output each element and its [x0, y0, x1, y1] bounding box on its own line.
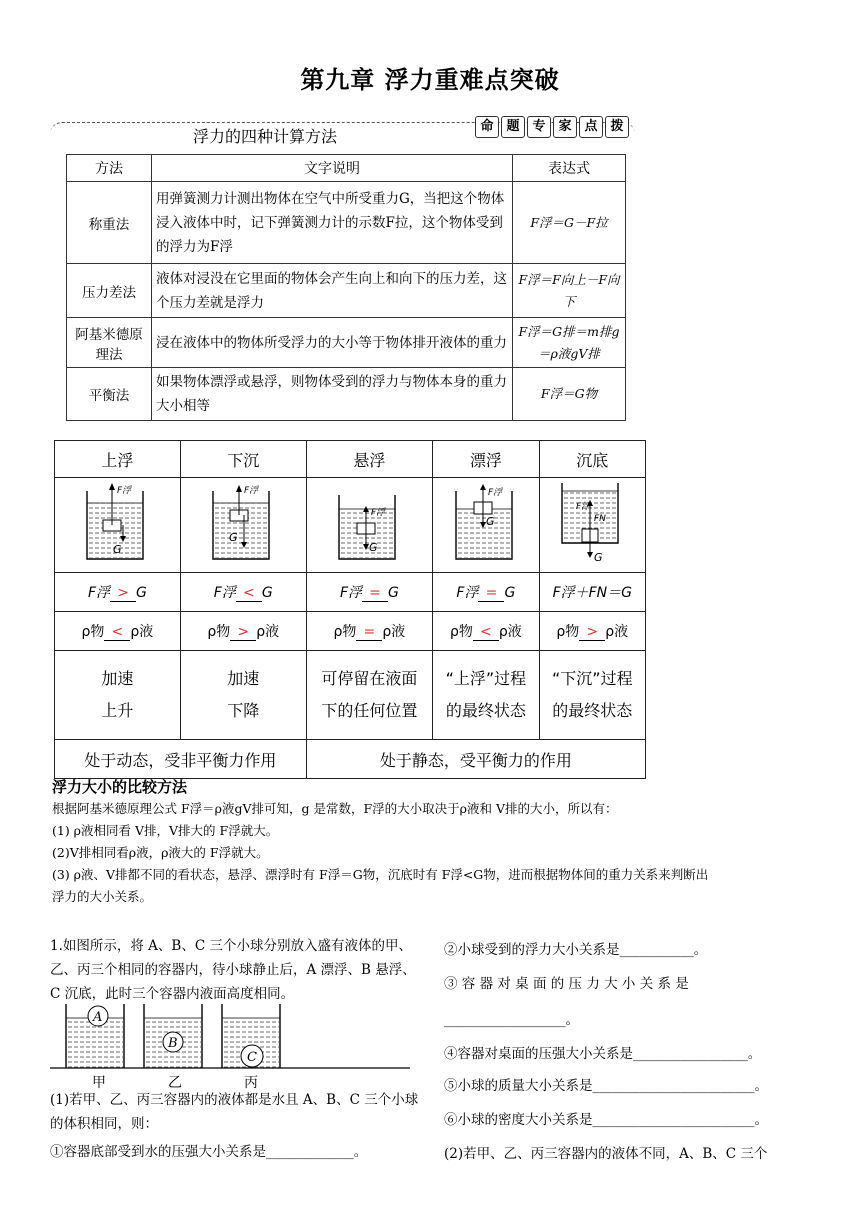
vessel-label: 丙 — [244, 1075, 258, 1091]
states-header-row — [55, 441, 646, 478]
label-g: G — [113, 543, 122, 556]
relation-symbol: < — [236, 585, 262, 602]
density-relation: ρ物 < ρ液 — [55, 612, 181, 651]
method-name: 压力差法 — [67, 264, 152, 318]
density-relation: ρ物 = ρ液 — [306, 612, 433, 651]
table-row — [67, 264, 626, 318]
bottom-sunk-figure — [539, 478, 645, 573]
suspended-figure — [306, 478, 433, 573]
label-g: G — [229, 531, 238, 544]
state-description-row — [55, 651, 646, 740]
label-f: F浮 — [371, 508, 386, 518]
float-states-table — [54, 440, 646, 779]
compare-heading: 浮力大小的比较方法 — [52, 778, 188, 796]
ball-label: A — [93, 1010, 103, 1025]
methods-table — [66, 154, 626, 421]
table-row — [67, 368, 626, 421]
force-relation-row — [55, 573, 646, 612]
dynamic-note: 处于动态，受非平衡力作用 — [55, 740, 307, 779]
density-relation: ρ物 > ρ液 — [539, 612, 645, 651]
method-formula: F浮＝G排＝m排g＝ρ液gV排 — [513, 318, 626, 368]
density-relation: ρ物 < ρ液 — [433, 612, 539, 651]
method-name: 阿基米德原理法 — [67, 318, 152, 368]
question-sub3: ③ 容 器 对 桌 面 的 压 力 大 小 关 系 是 — [444, 976, 689, 992]
compare-line: 浮力的大小关系。 — [52, 889, 153, 904]
label-f: F浮 — [244, 486, 259, 496]
table-row — [67, 318, 626, 368]
column-header: 文字说明 — [152, 155, 513, 182]
method-name: 平衡法 — [67, 368, 152, 421]
force-relation: F浮＋FN＝G — [539, 573, 645, 612]
states-figure-row — [55, 478, 646, 573]
label-f: F浮 — [117, 486, 132, 496]
question-part2: (2)若甲、乙、丙三容器内的液体不同，A、B、C 三个 — [444, 1146, 768, 1162]
state-header: 沉底 — [539, 441, 645, 478]
question-sub1: ①容器底部受到水的压强大小关系是_____________。 — [50, 1144, 368, 1160]
force-relation: F浮 > G — [55, 573, 181, 612]
force-relation: F浮 = G — [433, 573, 539, 612]
label-g: G — [369, 541, 378, 554]
relation-symbol: > — [579, 624, 605, 641]
density-relation: ρ物 > ρ液 — [180, 612, 306, 651]
question-sub4: ④容器对桌面的压强大小关系是_________________。 — [444, 1046, 762, 1062]
label-g: G — [594, 551, 603, 564]
state-header: 下沉 — [180, 441, 306, 478]
column-header: 表达式 — [513, 155, 626, 182]
methods-section-header — [50, 116, 635, 150]
table-row — [67, 182, 626, 264]
compare-line: 根据阿基米德原理公式 F浮＝ρ液gV排可知，g 是常数，F浮的大小取决于ρ液和 V排的大小，所以有： — [52, 801, 618, 816]
question-sub2: ②小球受到的浮力大小关系是___________。 — [444, 942, 708, 958]
tag-char: 拨 — [605, 116, 629, 138]
density-relation-row — [55, 612, 646, 651]
state-description: “下沉”过程 的最终状态 — [539, 651, 645, 740]
method-formula: F浮＝F向上－F向下 — [513, 264, 626, 318]
label-n: FN — [594, 514, 607, 524]
rising-figure — [55, 478, 181, 573]
state-header: 悬浮 — [306, 441, 433, 478]
ball-label: C — [247, 1050, 257, 1065]
vessel-label: 甲 — [92, 1075, 106, 1091]
method-description: 浸在液体中的物体所受浮力的大小等于物体排开液体的重力 — [152, 318, 513, 368]
relation-symbol: < — [473, 624, 499, 641]
state-description: 可停留在液面 下的任何位置 — [306, 651, 433, 740]
static-note: 处于静态，受平衡力的作用 — [306, 740, 645, 779]
table-header-row — [67, 155, 626, 182]
question-sub5: ⑤小球的质量大小关系是________________________。 — [444, 1078, 768, 1094]
relation-symbol: = — [478, 585, 504, 602]
compare-line: (3) ρ液、V排都不同的看状态，悬浮、漂浮时有 F浮＝G物，沉底时有 F浮<G物，进而根据物体间的重力关系来判断出 — [52, 867, 709, 882]
label-g: G — [485, 515, 495, 528]
column-header: 方法 — [67, 155, 152, 182]
force-relation: F浮 = G — [306, 573, 433, 612]
floating-figure — [433, 478, 539, 573]
tag-char: 命 — [475, 116, 499, 138]
state-header: 漂浮 — [433, 441, 539, 478]
method-formula: F浮＝G物 — [513, 368, 626, 421]
state-description: 加速 上升 — [55, 651, 181, 740]
method-description: 如果物体漂浮或悬浮，则物体受到的浮力与物体本身的重力大小相等 — [152, 368, 513, 421]
compare-line: (1) ρ液相同看 V排，V排大的 F浮就大。 — [52, 823, 279, 838]
tag-char: 点 — [579, 116, 603, 138]
relation-symbol: > — [110, 585, 136, 602]
question-sub3-blank: __________________。 — [444, 1012, 579, 1028]
compare-line: (2)V排相同看ρ液，ρ液大的 F浮就大。 — [52, 845, 269, 860]
methods-heading: 浮力的四种计算方法 — [192, 127, 337, 146]
page-title: 第九章 浮力重难点突破 — [300, 66, 560, 94]
state-description: “上浮”过程 的最终状态 — [433, 651, 539, 740]
ball-label: B — [168, 1036, 178, 1051]
state-header: 上浮 — [55, 441, 181, 478]
question-part1: (1)若甲、乙、丙三容器内的液体都是水且 A、B、C 三个小球的体积相同，则： — [50, 1092, 419, 1132]
state-footer-row — [55, 740, 646, 779]
force-relation: F浮 < G — [180, 573, 306, 612]
vessels-figure — [50, 1000, 410, 1072]
relation-symbol: = — [362, 585, 388, 602]
sinking-figure — [180, 478, 306, 573]
vessel-label: 乙 — [168, 1075, 182, 1091]
state-description: 加速 下降 — [180, 651, 306, 740]
relation-symbol: < — [104, 624, 130, 641]
relation-symbol: = — [356, 624, 382, 641]
method-description: 用弹簧测力计测出物体在空气中所受重力G，当把这个物体浸入液体中时，记下弹簧测力计的示数F拉，这个物体受到的浮力为F浮 — [152, 182, 513, 264]
method-description: 液体对浸没在它里面的物体会产生向上和向下的压力差，这个压力差就是浮力 — [152, 264, 513, 318]
expert-tips-tag — [475, 116, 629, 138]
method-name: 称重法 — [67, 182, 152, 264]
tag-char: 专 — [527, 116, 551, 138]
tag-char: 题 — [501, 116, 525, 138]
question-intro: 1.如图所示，将 A、B、C 三个小球分别放入盛有液体的甲、乙、丙三个相同的容器内，待小球静止后，A 漂浮、B 悬浮、C 沉底，此时三个容器内液面高度相同。 — [50, 938, 416, 1002]
question-sub6: ⑥小球的密度大小关系是________________________。 — [444, 1112, 768, 1128]
label-f: F浮 — [487, 488, 503, 498]
relation-symbol: > — [230, 624, 256, 641]
tag-char: 家 — [553, 116, 577, 138]
method-formula: F浮＝G－F拉 — [513, 182, 626, 264]
label-f: F浮 — [576, 502, 591, 512]
